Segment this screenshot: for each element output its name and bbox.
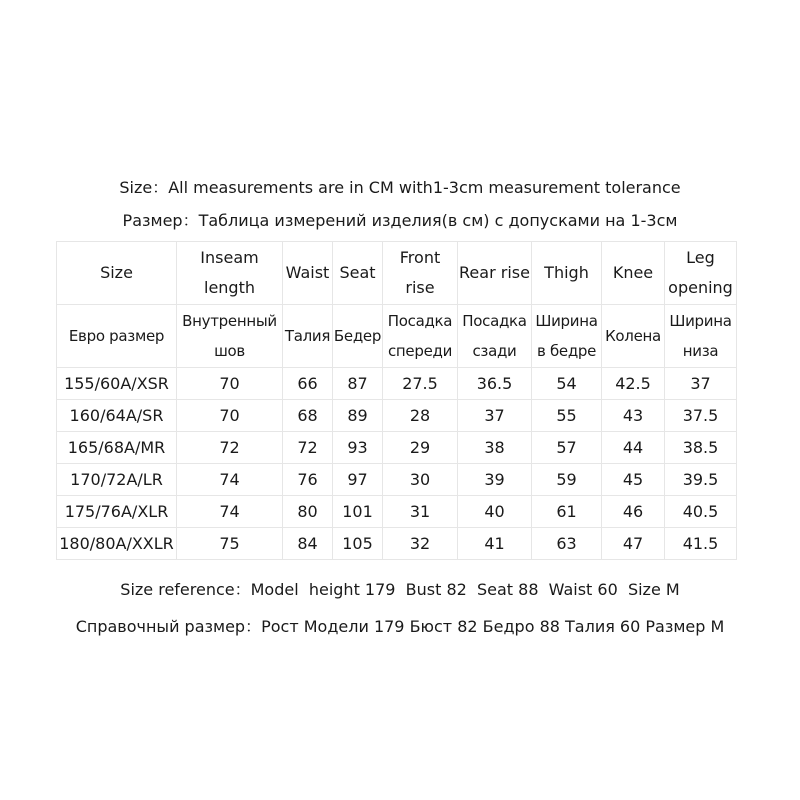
cell-waist: 84 [283, 528, 333, 560]
header-cell-rear-rise [458, 242, 532, 305]
cell-rear-rise: 38 [458, 432, 532, 464]
header-cell-size [57, 305, 177, 368]
cell-leg-opening: 40.5 [665, 496, 737, 528]
cell-thigh: 55 [532, 400, 602, 432]
cell-thigh: 61 [532, 496, 602, 528]
header-text: opening [668, 278, 733, 297]
cell-inseam: 72 [177, 432, 283, 464]
header-text: Ширина [669, 312, 732, 330]
cell-waist: 80 [283, 496, 333, 528]
cell-inseam: 70 [177, 400, 283, 432]
cell-waist: 72 [283, 432, 333, 464]
header-text: Leg [686, 248, 715, 267]
cell-seat: 87 [333, 368, 383, 400]
cell-thigh: 59 [532, 464, 602, 496]
header-text: Inseam [200, 248, 259, 267]
table-row [57, 464, 737, 496]
header-text: Бедер [333, 327, 382, 345]
cell-rear-rise: 40 [458, 496, 532, 528]
header-text: Thigh [544, 263, 589, 282]
header-cell-leg-opening [665, 242, 737, 305]
cell-size: 155/60A/XSR [57, 368, 177, 400]
cell-inseam: 74 [177, 464, 283, 496]
table-row [57, 432, 737, 464]
table-row [57, 496, 737, 528]
header-cell-leg-opening [665, 305, 737, 368]
header-text: Size [100, 263, 133, 282]
header-text: Колена [605, 327, 661, 345]
cell-thigh: 57 [532, 432, 602, 464]
header-cell-seat [333, 242, 383, 305]
header-text: шов [214, 342, 245, 360]
cell-size: 170/72A/LR [57, 464, 177, 496]
size-chart-table [56, 241, 737, 560]
cell-leg-opening: 38.5 [665, 432, 737, 464]
cell-thigh: 63 [532, 528, 602, 560]
header-cell-inseam [177, 305, 283, 368]
cell-size: 160/64A/SR [57, 400, 177, 432]
header-row-hdr-ru [57, 305, 737, 368]
cell-knee: 45 [602, 464, 665, 496]
header-cell-front-rise [383, 305, 458, 368]
table-row [57, 368, 737, 400]
cell-seat: 97 [333, 464, 383, 496]
cell-knee: 44 [602, 432, 665, 464]
header-cell-seat [333, 305, 383, 368]
header-cell-waist [283, 305, 333, 368]
cell-rear-rise: 41 [458, 528, 532, 560]
header-cell-thigh [532, 305, 602, 368]
cell-thigh: 54 [532, 368, 602, 400]
header-text: Front [399, 248, 441, 267]
table-row [57, 400, 737, 432]
cell-front-rise: 30 [383, 464, 458, 496]
cell-leg-opening: 37.5 [665, 400, 737, 432]
header-text: в бедре [536, 342, 597, 360]
cell-size: 180/80A/XXLR [57, 528, 177, 560]
header-row-hdr-en [57, 242, 737, 305]
size-reference-ru: Справочный размер：Рост Модели 179 Бюст 82 Бедро 88 Талия 60 Размер M [75, 617, 725, 636]
header-cell-knee [602, 242, 665, 305]
cell-leg-opening: 39.5 [665, 464, 737, 496]
header-text: Rear rise [459, 263, 530, 282]
header-cell-waist [283, 242, 333, 305]
header-text: rise [405, 278, 435, 297]
header-text: Seat [339, 263, 376, 282]
cell-knee: 46 [602, 496, 665, 528]
header-text: сзади [472, 342, 517, 360]
cell-front-rise: 27.5 [383, 368, 458, 400]
cell-leg-opening: 41.5 [665, 528, 737, 560]
header-text: Внутренный [182, 312, 277, 330]
cell-waist: 68 [283, 400, 333, 432]
cell-rear-rise: 39 [458, 464, 532, 496]
cell-knee: 43 [602, 400, 665, 432]
header-cell-rear-rise [458, 305, 532, 368]
cell-seat: 101 [333, 496, 383, 528]
cell-front-rise: 28 [383, 400, 458, 432]
cell-front-rise: 32 [383, 528, 458, 560]
header-text: Waist [285, 263, 330, 282]
cell-front-rise: 29 [383, 432, 458, 464]
size-note-ru: Размер：Таблица измерений изделия(в см) с допусками на 1-3см [122, 211, 678, 230]
cell-knee: 42.5 [602, 368, 665, 400]
cell-inseam: 75 [177, 528, 283, 560]
cell-size: 175/76A/XLR [57, 496, 177, 528]
cell-waist: 66 [283, 368, 333, 400]
cell-leg-opening: 37 [665, 368, 737, 400]
size-reference-en: Size reference：Model height 179 Bust 82 Seat 88 Waist 60 Size M [120, 580, 680, 599]
header-text: Посадка [387, 312, 453, 330]
header-cell-knee [602, 305, 665, 368]
table-row [57, 528, 737, 560]
header-text: низа [682, 342, 719, 360]
cell-waist: 76 [283, 464, 333, 496]
cell-rear-rise: 36.5 [458, 368, 532, 400]
cell-seat: 93 [333, 432, 383, 464]
cell-inseam: 74 [177, 496, 283, 528]
cell-seat: 89 [333, 400, 383, 432]
header-cell-front-rise [383, 242, 458, 305]
cell-rear-rise: 37 [458, 400, 532, 432]
header-cell-thigh [532, 242, 602, 305]
header-text: Талия [284, 327, 331, 345]
header-cell-inseam [177, 242, 283, 305]
cell-seat: 105 [333, 528, 383, 560]
header-text: Посадка [462, 312, 527, 330]
size-note-en: Size：All measurements are in CM with1-3cm measurement tolerance [119, 178, 681, 197]
header-text: length [204, 278, 255, 297]
header-cell-size [57, 242, 177, 305]
header-text: Евро размер [68, 327, 165, 345]
cell-front-rise: 31 [383, 496, 458, 528]
header-text: Ширина [535, 312, 598, 330]
cell-inseam: 70 [177, 368, 283, 400]
cell-size: 165/68A/MR [57, 432, 177, 464]
header-text: Knee [612, 263, 654, 282]
header-text: спереди [387, 342, 453, 360]
cell-knee: 47 [602, 528, 665, 560]
